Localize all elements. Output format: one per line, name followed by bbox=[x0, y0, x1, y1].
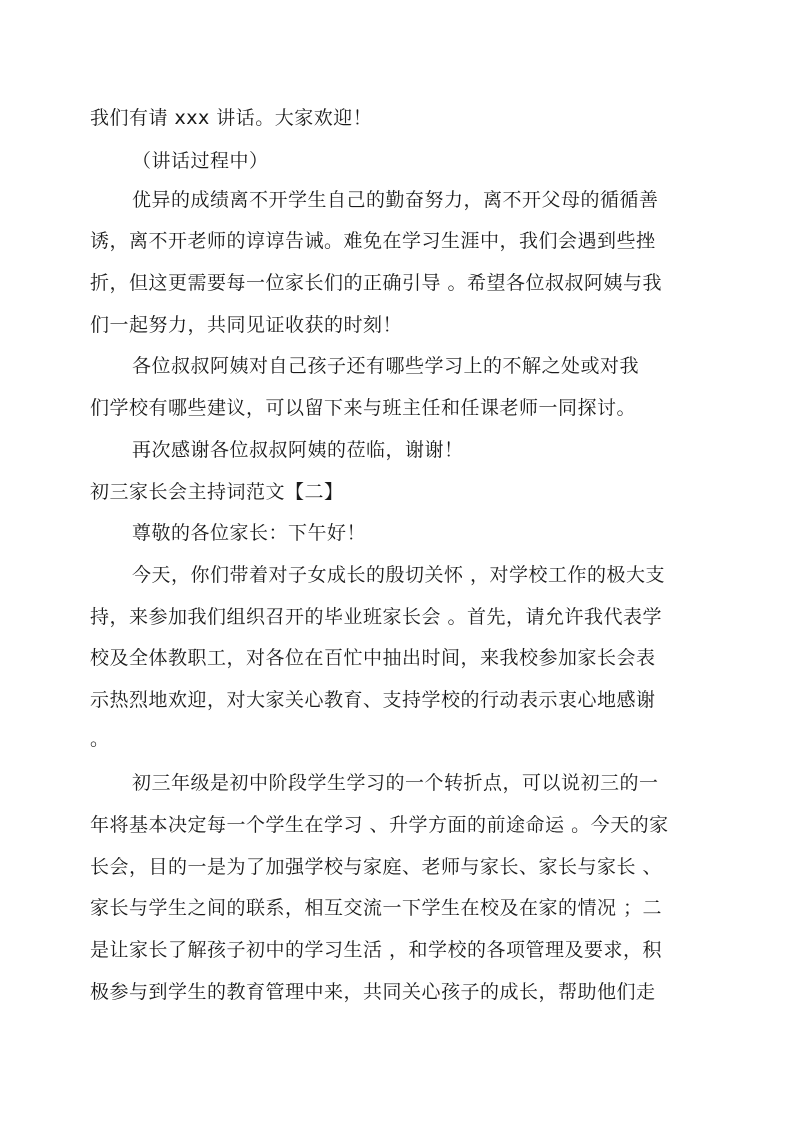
paragraph-line: 校及全体教职工，对各位在百忙中抽出时间，来我校参加家长会表 bbox=[90, 647, 656, 669]
paragraph-line: 优异的成绩离不开学生自己的勤奋努力，离不开父母的循循善 bbox=[132, 189, 659, 211]
paragraph-line: 。 bbox=[90, 728, 110, 750]
paragraph-line: （讲话过程中） bbox=[132, 150, 269, 172]
paragraph-line: 各位叔叔阿姨对自己孩子还有哪些学习上的不解之处或对我 bbox=[132, 355, 640, 377]
paragraph-line: 们一起努力，共同见证收获的时刻！ bbox=[90, 314, 403, 336]
paragraph-line: 是让家长了解孩子初中的学习生活 ，和学校的各项管理及要求，积 bbox=[90, 939, 663, 961]
paragraph-line: 初三年级是初中阶段学生学习的一个转折点，可以说初三的一 bbox=[132, 772, 659, 794]
paragraph-line: 年将基本决定每一个学生在学习 、升学方面的前途命运 。今天的家 bbox=[90, 814, 669, 836]
section-heading: 初三家长会主持词范文【二】 bbox=[90, 481, 344, 503]
paragraph-line: 示热烈地欢迎，对大家关心教育、支持学校的行动表示衷心地感谢 bbox=[90, 689, 656, 711]
paragraph-line: 长会，目的一是为了加强学校与家庭、老师与家长、家长与家长 、 bbox=[90, 856, 663, 878]
paragraph-line: 再次感谢各位叔叔阿姨的莅临，谢谢！ bbox=[132, 439, 464, 461]
paragraph-line: 家长与学生之间的联系，相互交流一下学生在校及在家的情况 ；二 bbox=[90, 897, 663, 919]
paragraph-line: 我们有请 xxx 讲话。大家欢迎！ bbox=[90, 107, 373, 129]
paragraph-line: 今天，你们带着对子女成长的殷切关怀 ，对学校工作的极大支 bbox=[132, 564, 666, 586]
paragraph-line: 尊敬的各位家长：下午好！ bbox=[132, 522, 367, 544]
paragraph-line: 们学校有哪些建议，可以留下来与班主任和任课老师一同探讨。 bbox=[90, 397, 637, 419]
paragraph-line: 诱，离不开老师的谆谆告诫。难免在学习生涯中，我们会遇到些挫 bbox=[90, 230, 656, 252]
paragraph-line: 折，但这更需要每一位家长们的正确引导 。希望各位叔叔阿姨与我 bbox=[90, 272, 663, 294]
paragraph-line: 极参与到学生的教育管理中来，共同关心孩子的成长，帮助他们走 bbox=[90, 981, 656, 1003]
paragraph-line: 持，来参加我们组织召开的毕业班家长会 。首先，请允许我代表学 bbox=[90, 606, 663, 628]
